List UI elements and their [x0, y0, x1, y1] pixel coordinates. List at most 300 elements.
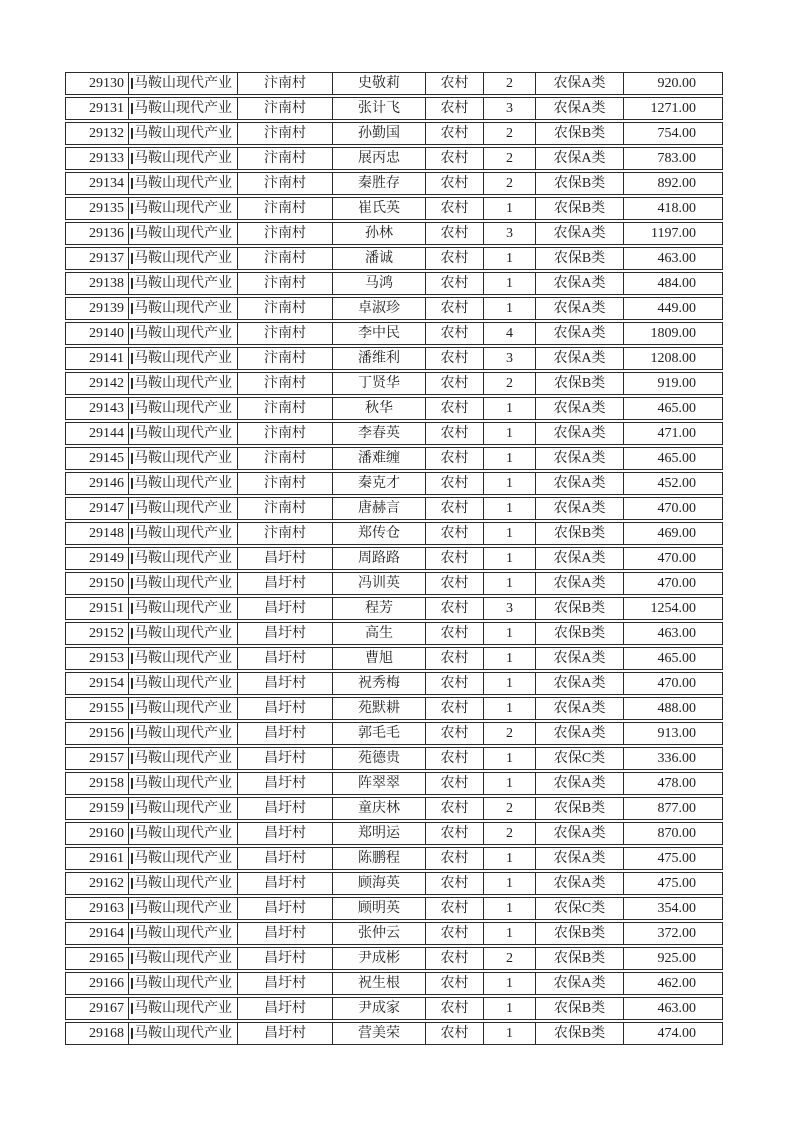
person-name-cell: 郑传仓 — [333, 523, 426, 544]
record-number-cell: 29162 — [66, 873, 129, 894]
payee-count-cell: 2 — [484, 948, 536, 969]
organization-cell: 马鞍山现代产业 — [129, 923, 238, 944]
insurance-category-cell: 农保B类 — [536, 948, 624, 969]
insurance-category-cell: 农保A类 — [536, 673, 624, 694]
organization-cell: 马鞍山现代产业 — [129, 698, 238, 719]
amount-cell: 474.00 — [657, 1025, 696, 1041]
person-name-cell: 潘维利 — [333, 348, 426, 369]
table-row — [65, 322, 723, 345]
record-number-cell: 29140 — [66, 323, 129, 344]
person-name-cell: 孙林 — [333, 223, 426, 244]
table-row — [65, 472, 723, 495]
person-name-cell: 秦克才 — [333, 473, 426, 494]
organization-cell: 马鞍山现代产业 — [129, 523, 238, 544]
organization-cell: 马鞍山现代产业 — [129, 223, 238, 244]
record-number-cell: 29144 — [66, 423, 129, 444]
amount-cell: 465.00 — [657, 450, 696, 466]
person-name-cell: 张计飞 — [333, 98, 426, 119]
person-name-cell: 顾海英 — [333, 873, 426, 894]
payee-count-cell: 2 — [484, 73, 536, 94]
amount-cell: 1208.00 — [650, 350, 696, 366]
table-row — [65, 497, 723, 520]
person-name-cell: 周路路 — [333, 548, 426, 569]
record-number-cell: 29156 — [66, 723, 129, 744]
table-row — [65, 872, 723, 895]
record-number-cell: 29147 — [66, 498, 129, 519]
record-number-cell: 29130 — [66, 73, 129, 94]
payee-count-cell: 1 — [484, 498, 536, 519]
organization-cell: 马鞍山现代产业 — [129, 948, 238, 969]
table-row — [65, 347, 723, 370]
payee-count-cell: 1 — [484, 248, 536, 269]
residence-type-cell: 农村 — [426, 723, 484, 744]
record-number-cell: 29168 — [66, 1023, 129, 1044]
record-number-cell: 29143 — [66, 398, 129, 419]
amount-cell: 469.00 — [657, 525, 696, 541]
amount-cell: 449.00 — [657, 300, 696, 316]
person-name-cell: 崔氏英 — [333, 198, 426, 219]
amount-cell: 336.00 — [657, 750, 696, 766]
person-name-cell: 孙勤国 — [333, 123, 426, 144]
person-name-cell: 高生 — [333, 623, 426, 644]
residence-type-cell: 农村 — [426, 498, 484, 519]
amount-cell: 783.00 — [657, 150, 696, 166]
organization-cell: 马鞍山现代产业 — [129, 623, 238, 644]
amount-cell: 470.00 — [657, 575, 696, 591]
insurance-category-cell: 农保C类 — [536, 748, 624, 769]
organization-cell: 马鞍山现代产业 — [129, 773, 238, 794]
insurance-category-cell: 农保A类 — [536, 298, 624, 319]
person-name-cell: 郭毛毛 — [333, 723, 426, 744]
residence-type-cell: 农村 — [426, 573, 484, 594]
table-row — [65, 422, 723, 445]
insurance-category-cell: 农保A类 — [536, 823, 624, 844]
table-row — [65, 972, 723, 995]
organization-cell: 马鞍山现代产业 — [129, 748, 238, 769]
amount-cell: 892.00 — [657, 175, 696, 191]
residence-type-cell: 农村 — [426, 773, 484, 794]
village-cell: 汴南村 — [238, 498, 333, 519]
table-row — [65, 897, 723, 920]
amount-cell: 1197.00 — [651, 225, 696, 241]
payee-count-cell: 2 — [484, 798, 536, 819]
village-cell: 昌圩村 — [238, 923, 333, 944]
amount-cell: 1271.00 — [650, 100, 696, 116]
insurance-category-cell: 农保A类 — [536, 398, 624, 419]
record-number-cell: 29146 — [66, 473, 129, 494]
organization-cell: 马鞍山现代产业 — [129, 473, 238, 494]
person-name-cell: 唐赫言 — [333, 498, 426, 519]
village-cell: 昌圩村 — [238, 973, 333, 994]
payee-count-cell: 1 — [484, 873, 536, 894]
payee-count-cell: 3 — [484, 223, 536, 244]
village-cell: 昌圩村 — [238, 1023, 333, 1044]
person-name-cell: 曹旭 — [333, 648, 426, 669]
table-row — [65, 847, 723, 870]
payee-count-cell: 1 — [484, 273, 536, 294]
village-cell: 昌圩村 — [238, 748, 333, 769]
insurance-category-cell: 农保A类 — [536, 323, 624, 344]
village-cell: 汴南村 — [238, 223, 333, 244]
table-row — [65, 597, 723, 620]
village-cell: 汴南村 — [238, 423, 333, 444]
village-cell: 昌圩村 — [238, 723, 333, 744]
record-number-cell: 29145 — [66, 448, 129, 469]
village-cell: 昌圩村 — [238, 548, 333, 569]
organization-cell: 马鞍山现代产业 — [129, 148, 238, 169]
record-number-cell: 29164 — [66, 923, 129, 944]
record-number-cell: 29166 — [66, 973, 129, 994]
residence-type-cell: 农村 — [426, 598, 484, 619]
person-name-cell: 郑明运 — [333, 823, 426, 844]
insurance-category-cell: 农保B类 — [536, 623, 624, 644]
amount-cell: 925.00 — [657, 950, 696, 966]
table-row — [65, 372, 723, 395]
amount-cell: 470.00 — [657, 500, 696, 516]
payee-count-cell: 1 — [484, 673, 536, 694]
payee-count-cell: 1 — [484, 448, 536, 469]
residence-type-cell: 农村 — [426, 323, 484, 344]
record-number-cell: 29141 — [66, 348, 129, 369]
person-name-cell: 营美荣 — [333, 1023, 426, 1044]
insurance-category-cell: 农保A类 — [536, 498, 624, 519]
payee-count-cell: 1 — [484, 298, 536, 319]
village-cell: 昌圩村 — [238, 948, 333, 969]
amount-cell: 478.00 — [657, 775, 696, 791]
residence-type-cell: 农村 — [426, 873, 484, 894]
amount-cell: 877.00 — [657, 800, 696, 816]
village-cell: 汴南村 — [238, 98, 333, 119]
organization-cell: 马鞍山现代产业 — [129, 823, 238, 844]
insurance-category-cell: 农保A类 — [536, 848, 624, 869]
person-name-cell: 尹成家 — [333, 998, 426, 1019]
residence-type-cell: 农村 — [426, 973, 484, 994]
record-number-cell: 29161 — [66, 848, 129, 869]
village-cell: 汴南村 — [238, 298, 333, 319]
insurance-category-cell: 农保A类 — [536, 73, 624, 94]
insurance-category-cell: 农保A类 — [536, 148, 624, 169]
person-name-cell: 程芳 — [333, 598, 426, 619]
record-number-cell: 29136 — [66, 223, 129, 244]
insurance-category-cell: 农保B类 — [536, 523, 624, 544]
insurance-category-cell: 农保A类 — [536, 98, 624, 119]
payee-count-cell: 1 — [484, 773, 536, 794]
insurance-category-cell: 农保B类 — [536, 598, 624, 619]
insurance-category-cell: 农保A类 — [536, 973, 624, 994]
insurance-category-cell: 农保A类 — [536, 873, 624, 894]
table-row — [65, 97, 723, 120]
village-cell: 汴南村 — [238, 173, 333, 194]
insurance-category-cell: 农保B类 — [536, 798, 624, 819]
person-name-cell: 祝秀梅 — [333, 673, 426, 694]
village-cell: 昌圩村 — [238, 848, 333, 869]
amount-cell: 463.00 — [657, 625, 696, 641]
payee-count-cell: 1 — [484, 573, 536, 594]
organization-cell: 马鞍山现代产业 — [129, 248, 238, 269]
organization-cell: 马鞍山现代产业 — [129, 198, 238, 219]
table-row — [65, 547, 723, 570]
residence-type-cell: 农村 — [426, 123, 484, 144]
person-name-cell: 苑默耕 — [333, 698, 426, 719]
residence-type-cell: 农村 — [426, 798, 484, 819]
person-name-cell: 张仲云 — [333, 923, 426, 944]
record-number-cell: 29158 — [66, 773, 129, 794]
residence-type-cell: 农村 — [426, 923, 484, 944]
village-cell: 昌圩村 — [238, 823, 333, 844]
village-cell: 汴南村 — [238, 148, 333, 169]
insurance-category-cell: 农保C类 — [536, 898, 624, 919]
village-cell: 昌圩村 — [238, 698, 333, 719]
person-name-cell: 秦胜存 — [333, 173, 426, 194]
village-cell: 昌圩村 — [238, 573, 333, 594]
record-number-cell: 29155 — [66, 698, 129, 719]
village-cell: 昌圩村 — [238, 598, 333, 619]
person-name-cell: 马鸿 — [333, 273, 426, 294]
insurance-category-cell: 农保A类 — [536, 723, 624, 744]
insurance-category-cell: 农保B类 — [536, 373, 624, 394]
organization-cell: 马鞍山现代产业 — [129, 273, 238, 294]
village-cell: 昌圩村 — [238, 673, 333, 694]
residence-type-cell: 农村 — [426, 423, 484, 444]
table-row — [65, 522, 723, 545]
village-cell: 汴南村 — [238, 323, 333, 344]
table-row — [65, 997, 723, 1020]
table-row — [65, 197, 723, 220]
amount-cell: 475.00 — [657, 850, 696, 866]
insurance-category-cell: 农保A类 — [536, 548, 624, 569]
organization-cell: 马鞍山现代产业 — [129, 448, 238, 469]
amount-cell: 754.00 — [657, 125, 696, 141]
table-row — [65, 772, 723, 795]
record-number-cell: 29142 — [66, 373, 129, 394]
residence-type-cell: 农村 — [426, 848, 484, 869]
payee-count-cell: 1 — [484, 973, 536, 994]
residence-type-cell: 农村 — [426, 998, 484, 1019]
record-number-cell: 29135 — [66, 198, 129, 219]
amount-cell: 920.00 — [657, 75, 696, 91]
amount-cell: 471.00 — [657, 425, 696, 441]
table-row — [65, 272, 723, 295]
insurance-category-cell: 农保A类 — [536, 573, 624, 594]
record-number-cell: 29154 — [66, 673, 129, 694]
residence-type-cell: 农村 — [426, 198, 484, 219]
amount-cell: 463.00 — [657, 1000, 696, 1016]
organization-cell: 马鞍山现代产业 — [129, 323, 238, 344]
amount-cell: 354.00 — [657, 900, 696, 916]
table-row — [65, 722, 723, 745]
person-name-cell: 尹成彬 — [333, 948, 426, 969]
residence-type-cell: 农村 — [426, 348, 484, 369]
organization-cell: 马鞍山现代产业 — [129, 1023, 238, 1044]
village-cell: 汴南村 — [238, 198, 333, 219]
residence-type-cell: 农村 — [426, 98, 484, 119]
payee-count-cell: 1 — [484, 473, 536, 494]
residence-type-cell: 农村 — [426, 523, 484, 544]
payee-count-cell: 1 — [484, 898, 536, 919]
organization-cell: 马鞍山现代产业 — [129, 123, 238, 144]
organization-cell: 马鞍山现代产业 — [129, 648, 238, 669]
village-cell: 昌圩村 — [238, 873, 333, 894]
organization-cell: 马鞍山现代产业 — [129, 98, 238, 119]
person-name-cell: 史敬莉 — [333, 73, 426, 94]
person-name-cell: 童庆林 — [333, 798, 426, 819]
organization-cell: 马鞍山现代产业 — [129, 723, 238, 744]
insurance-category-cell: 农保A类 — [536, 473, 624, 494]
residence-type-cell: 农村 — [426, 1023, 484, 1044]
residence-type-cell: 农村 — [426, 898, 484, 919]
amount-cell: 470.00 — [657, 550, 696, 566]
organization-cell: 马鞍山现代产业 — [129, 598, 238, 619]
amount-cell: 488.00 — [657, 700, 696, 716]
organization-cell: 马鞍山现代产业 — [129, 398, 238, 419]
table-row — [65, 647, 723, 670]
organization-cell: 马鞍山现代产业 — [129, 173, 238, 194]
payee-count-cell: 1 — [484, 648, 536, 669]
table-row — [65, 1022, 723, 1045]
insurance-category-cell: 农保A类 — [536, 273, 624, 294]
record-number-cell: 29153 — [66, 648, 129, 669]
record-number-cell: 29149 — [66, 548, 129, 569]
payee-count-cell: 1 — [484, 523, 536, 544]
table-row — [65, 797, 723, 820]
insurance-category-cell: 农保B类 — [536, 923, 624, 944]
record-number-cell: 29134 — [66, 173, 129, 194]
organization-cell: 马鞍山现代产业 — [129, 298, 238, 319]
record-number-cell: 29138 — [66, 273, 129, 294]
person-name-cell: 冯训英 — [333, 573, 426, 594]
organization-cell: 马鞍山现代产业 — [129, 73, 238, 94]
residence-type-cell: 农村 — [426, 248, 484, 269]
insurance-category-cell: 农保A类 — [536, 698, 624, 719]
village-cell: 汴南村 — [238, 348, 333, 369]
insurance-category-cell: 农保A类 — [536, 648, 624, 669]
organization-cell: 马鞍山现代产业 — [129, 673, 238, 694]
village-cell: 汴南村 — [238, 448, 333, 469]
organization-cell: 马鞍山现代产业 — [129, 848, 238, 869]
person-name-cell: 阵翠翠 — [333, 773, 426, 794]
insurance-category-cell: 农保A类 — [536, 348, 624, 369]
amount-cell: 462.00 — [657, 975, 696, 991]
person-name-cell: 展丙忠 — [333, 148, 426, 169]
village-cell: 汴南村 — [238, 73, 333, 94]
insurance-category-cell: 农保A类 — [536, 448, 624, 469]
residence-type-cell: 农村 — [426, 648, 484, 669]
insurance-category-cell: 农保A类 — [536, 223, 624, 244]
residence-type-cell: 农村 — [426, 448, 484, 469]
insurance-category-cell: 农保B类 — [536, 198, 624, 219]
table-row — [65, 947, 723, 970]
village-cell: 汴南村 — [238, 473, 333, 494]
organization-cell: 马鞍山现代产业 — [129, 573, 238, 594]
record-number-cell: 29157 — [66, 748, 129, 769]
table-row — [65, 397, 723, 420]
person-name-cell: 秋华 — [333, 398, 426, 419]
table-row — [65, 222, 723, 245]
record-number-cell: 29139 — [66, 298, 129, 319]
payee-count-cell: 1 — [484, 198, 536, 219]
residence-type-cell: 农村 — [426, 548, 484, 569]
payee-count-cell: 1 — [484, 1023, 536, 1044]
village-cell: 汴南村 — [238, 373, 333, 394]
residence-type-cell: 农村 — [426, 173, 484, 194]
record-number-cell: 29165 — [66, 948, 129, 969]
insurance-category-cell: 农保B类 — [536, 998, 624, 1019]
table-row — [65, 697, 723, 720]
record-number-cell: 29160 — [66, 823, 129, 844]
village-cell: 昌圩村 — [238, 998, 333, 1019]
residence-type-cell: 农村 — [426, 223, 484, 244]
payee-count-cell: 3 — [484, 98, 536, 119]
person-name-cell: 潘诚 — [333, 248, 426, 269]
organization-cell: 马鞍山现代产业 — [129, 998, 238, 1019]
amount-cell: 465.00 — [657, 650, 696, 666]
amount-cell: 465.00 — [657, 400, 696, 416]
village-cell: 汴南村 — [238, 398, 333, 419]
payee-count-cell: 2 — [484, 123, 536, 144]
payee-count-cell: 4 — [484, 323, 536, 344]
residence-type-cell: 农村 — [426, 73, 484, 94]
table-row — [65, 747, 723, 770]
payee-count-cell: 2 — [484, 723, 536, 744]
person-name-cell: 陈鹏程 — [333, 848, 426, 869]
insurance-category-cell: 农保B类 — [536, 1023, 624, 1044]
amount-cell: 475.00 — [657, 875, 696, 891]
pension-subsidy-table — [65, 72, 723, 1047]
organization-cell: 马鞍山现代产业 — [129, 373, 238, 394]
payee-count-cell: 1 — [484, 748, 536, 769]
village-cell: 汴南村 — [238, 248, 333, 269]
residence-type-cell: 农村 — [426, 748, 484, 769]
table-row — [65, 72, 723, 95]
amount-cell: 919.00 — [657, 375, 696, 391]
insurance-category-cell: 农保A类 — [536, 773, 624, 794]
payee-count-cell: 2 — [484, 823, 536, 844]
residence-type-cell: 农村 — [426, 823, 484, 844]
amount-cell: 463.00 — [657, 250, 696, 266]
insurance-category-cell: 农保B类 — [536, 123, 624, 144]
village-cell: 昌圩村 — [238, 648, 333, 669]
record-number-cell: 29163 — [66, 898, 129, 919]
record-number-cell: 29152 — [66, 623, 129, 644]
residence-type-cell: 农村 — [426, 698, 484, 719]
payee-count-cell: 2 — [484, 373, 536, 394]
organization-cell: 马鞍山现代产业 — [129, 548, 238, 569]
payee-count-cell: 1 — [484, 923, 536, 944]
residence-type-cell: 农村 — [426, 623, 484, 644]
residence-type-cell: 农村 — [426, 273, 484, 294]
organization-cell: 马鞍山现代产业 — [129, 498, 238, 519]
payee-count-cell: 1 — [484, 848, 536, 869]
record-number-cell: 29151 — [66, 598, 129, 619]
payee-count-cell: 1 — [484, 698, 536, 719]
amount-cell: 418.00 — [657, 200, 696, 216]
amount-cell: 484.00 — [657, 275, 696, 291]
table-row — [65, 172, 723, 195]
payee-count-cell: 2 — [484, 148, 536, 169]
table-row — [65, 922, 723, 945]
person-name-cell: 卓淑珍 — [333, 298, 426, 319]
payee-count-cell: 2 — [484, 173, 536, 194]
amount-cell: 913.00 — [657, 725, 696, 741]
record-number-cell: 29167 — [66, 998, 129, 1019]
person-name-cell: 丁贤华 — [333, 373, 426, 394]
residence-type-cell: 农村 — [426, 673, 484, 694]
organization-cell: 马鞍山现代产业 — [129, 348, 238, 369]
payee-count-cell: 1 — [484, 423, 536, 444]
payee-count-cell: 1 — [484, 623, 536, 644]
amount-cell: 870.00 — [657, 825, 696, 841]
record-number-cell: 29132 — [66, 123, 129, 144]
